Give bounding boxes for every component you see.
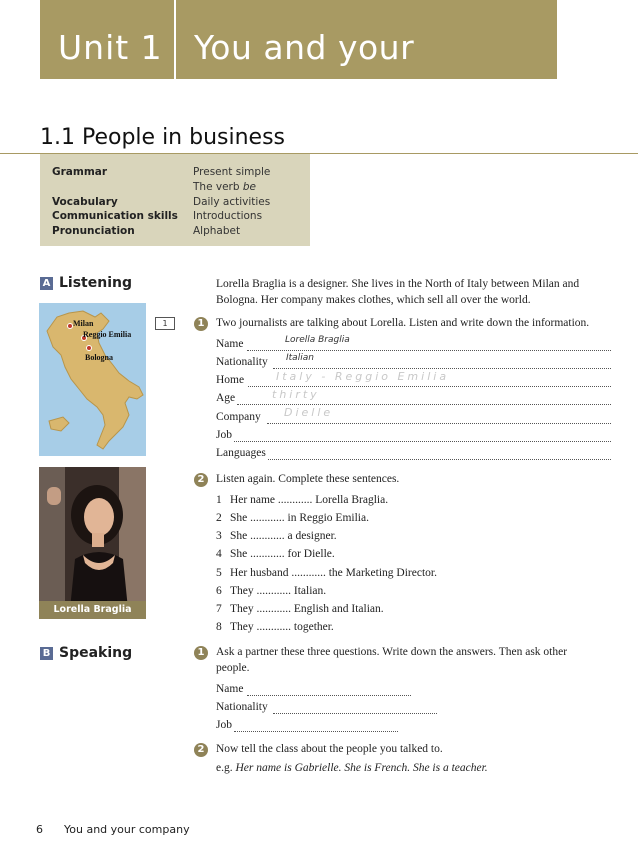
section-badge: A bbox=[40, 277, 53, 290]
handwritten-answer: thirty bbox=[272, 388, 320, 401]
sentence-item: 5 Her husband ............ the Marketing Director. bbox=[216, 567, 437, 579]
lorella-photo bbox=[39, 467, 146, 619]
answer-blank[interactable]: ............ bbox=[250, 512, 285, 524]
sentence-item: 3 She ............ a designer. bbox=[216, 530, 337, 542]
photo-caption: Lorella Braglia bbox=[39, 601, 146, 619]
answer-blank[interactable]: ............ bbox=[256, 585, 292, 597]
summary-label: Vocabulary bbox=[52, 196, 118, 208]
handwritten-answer: Lorella Braglia bbox=[285, 335, 350, 345]
unit-banner bbox=[40, 0, 557, 106]
summary-value: Introductions bbox=[193, 210, 263, 222]
city-label: Milan bbox=[73, 319, 94, 328]
partner-job-line[interactable] bbox=[234, 721, 398, 732]
summary-value: Alphabet bbox=[193, 225, 241, 237]
field-label: Home bbox=[216, 374, 245, 386]
exercise-number: 1 bbox=[194, 317, 208, 331]
exercise-number: 2 bbox=[194, 473, 208, 487]
nationality-answer-line[interactable] bbox=[273, 358, 611, 369]
listening-intro: Lorella Braglia is a designer. She lives in the North of Italy between Milan and Bologna. Her company makes clothes, which sell all over the world. bbox=[216, 278, 580, 306]
summary-label: Communication skills bbox=[52, 210, 178, 222]
summary-value: The verb be bbox=[193, 181, 256, 193]
field-label: Age bbox=[216, 392, 236, 404]
exercise-instruction-cont: people. bbox=[216, 662, 250, 674]
example-sentence: e.g. Her name is Gabrielle. She is French. She is a teacher. bbox=[216, 762, 488, 774]
sentence-item: 2 She ............ in Reggio Emilia. bbox=[216, 512, 369, 524]
summary-value: Present simple bbox=[193, 166, 271, 178]
portrait-image bbox=[39, 467, 146, 619]
exercise-instruction: Listen again. Complete these sentences. bbox=[216, 473, 400, 485]
answer-blank[interactable]: ............ bbox=[256, 603, 292, 615]
exercise-instruction: Now tell the class about the people you talked to. bbox=[216, 743, 443, 755]
handwritten-answer: Italian bbox=[286, 353, 314, 363]
unit-title: You and your company bbox=[194, 28, 415, 106]
answer-blank[interactable]: ............ bbox=[250, 548, 285, 560]
sentence-item: 6 They ............ Italian. bbox=[216, 585, 327, 597]
answer-blank[interactable]: ............ bbox=[277, 494, 313, 506]
answer-blank[interactable]: ............ bbox=[291, 567, 326, 579]
bologna-marker-icon bbox=[86, 345, 92, 351]
section-title: 1.1 People in business bbox=[40, 125, 285, 150]
cd-track-icon: 1 bbox=[155, 317, 175, 330]
banner-divider bbox=[174, 0, 176, 79]
speaking-heading: B Speaking bbox=[40, 645, 132, 661]
field-label: Job bbox=[216, 719, 232, 731]
field-label: Company bbox=[216, 411, 261, 423]
listening-heading: A Listening bbox=[40, 275, 132, 291]
city-label: Bologna bbox=[85, 353, 114, 362]
answer-blank[interactable]: ............ bbox=[256, 621, 292, 633]
exercise-instruction: Two journalists are talking about Lorella. Listen and write down the information. bbox=[216, 317, 590, 329]
city-label: Reggio Emilia bbox=[83, 330, 132, 339]
unit-number: Unit 1 bbox=[58, 28, 163, 67]
partner-nationality-line[interactable] bbox=[273, 703, 437, 714]
languages-answer-line[interactable] bbox=[268, 449, 611, 460]
sentence-item: 1 Her name ............ Lorella Braglia. bbox=[216, 494, 389, 506]
handwritten-answer: Dielle bbox=[284, 406, 334, 419]
italy-map bbox=[39, 303, 146, 456]
field-label: Nationality bbox=[216, 356, 268, 368]
lesson-summary-box bbox=[40, 154, 310, 246]
exercise-number: 2 bbox=[194, 743, 208, 757]
sentence-item: 4 She ............ for Dielle. bbox=[216, 548, 335, 560]
job-answer-line[interactable] bbox=[234, 431, 611, 442]
page-footer bbox=[36, 823, 190, 836]
sentence-item: 8 They ............ together. bbox=[216, 621, 334, 633]
field-label: Name bbox=[216, 338, 244, 350]
exercise-number: 1 bbox=[194, 646, 208, 660]
field-label: Name bbox=[216, 683, 244, 695]
partner-name-line[interactable] bbox=[247, 685, 411, 696]
section-badge: B bbox=[40, 647, 53, 660]
field-label: Job bbox=[216, 429, 232, 441]
handwritten-answer: Italy - Reggio Emilia bbox=[276, 370, 450, 383]
field-label: Nationality bbox=[216, 701, 268, 713]
page-number: 6 bbox=[36, 823, 43, 836]
summary-value: Daily activities bbox=[193, 196, 271, 208]
sentence-item: 7 They ............ English and Italian. bbox=[216, 603, 384, 615]
answer-blank[interactable]: ............ bbox=[250, 530, 285, 542]
footer-text: You and your company bbox=[64, 823, 190, 836]
summary-label: Grammar bbox=[52, 166, 108, 178]
exercise-instruction: Ask a partner these three questions. Write down the answers. Then ask other bbox=[216, 646, 568, 658]
summary-label: Pronunciation bbox=[52, 225, 135, 237]
field-label: Languages bbox=[216, 447, 266, 459]
